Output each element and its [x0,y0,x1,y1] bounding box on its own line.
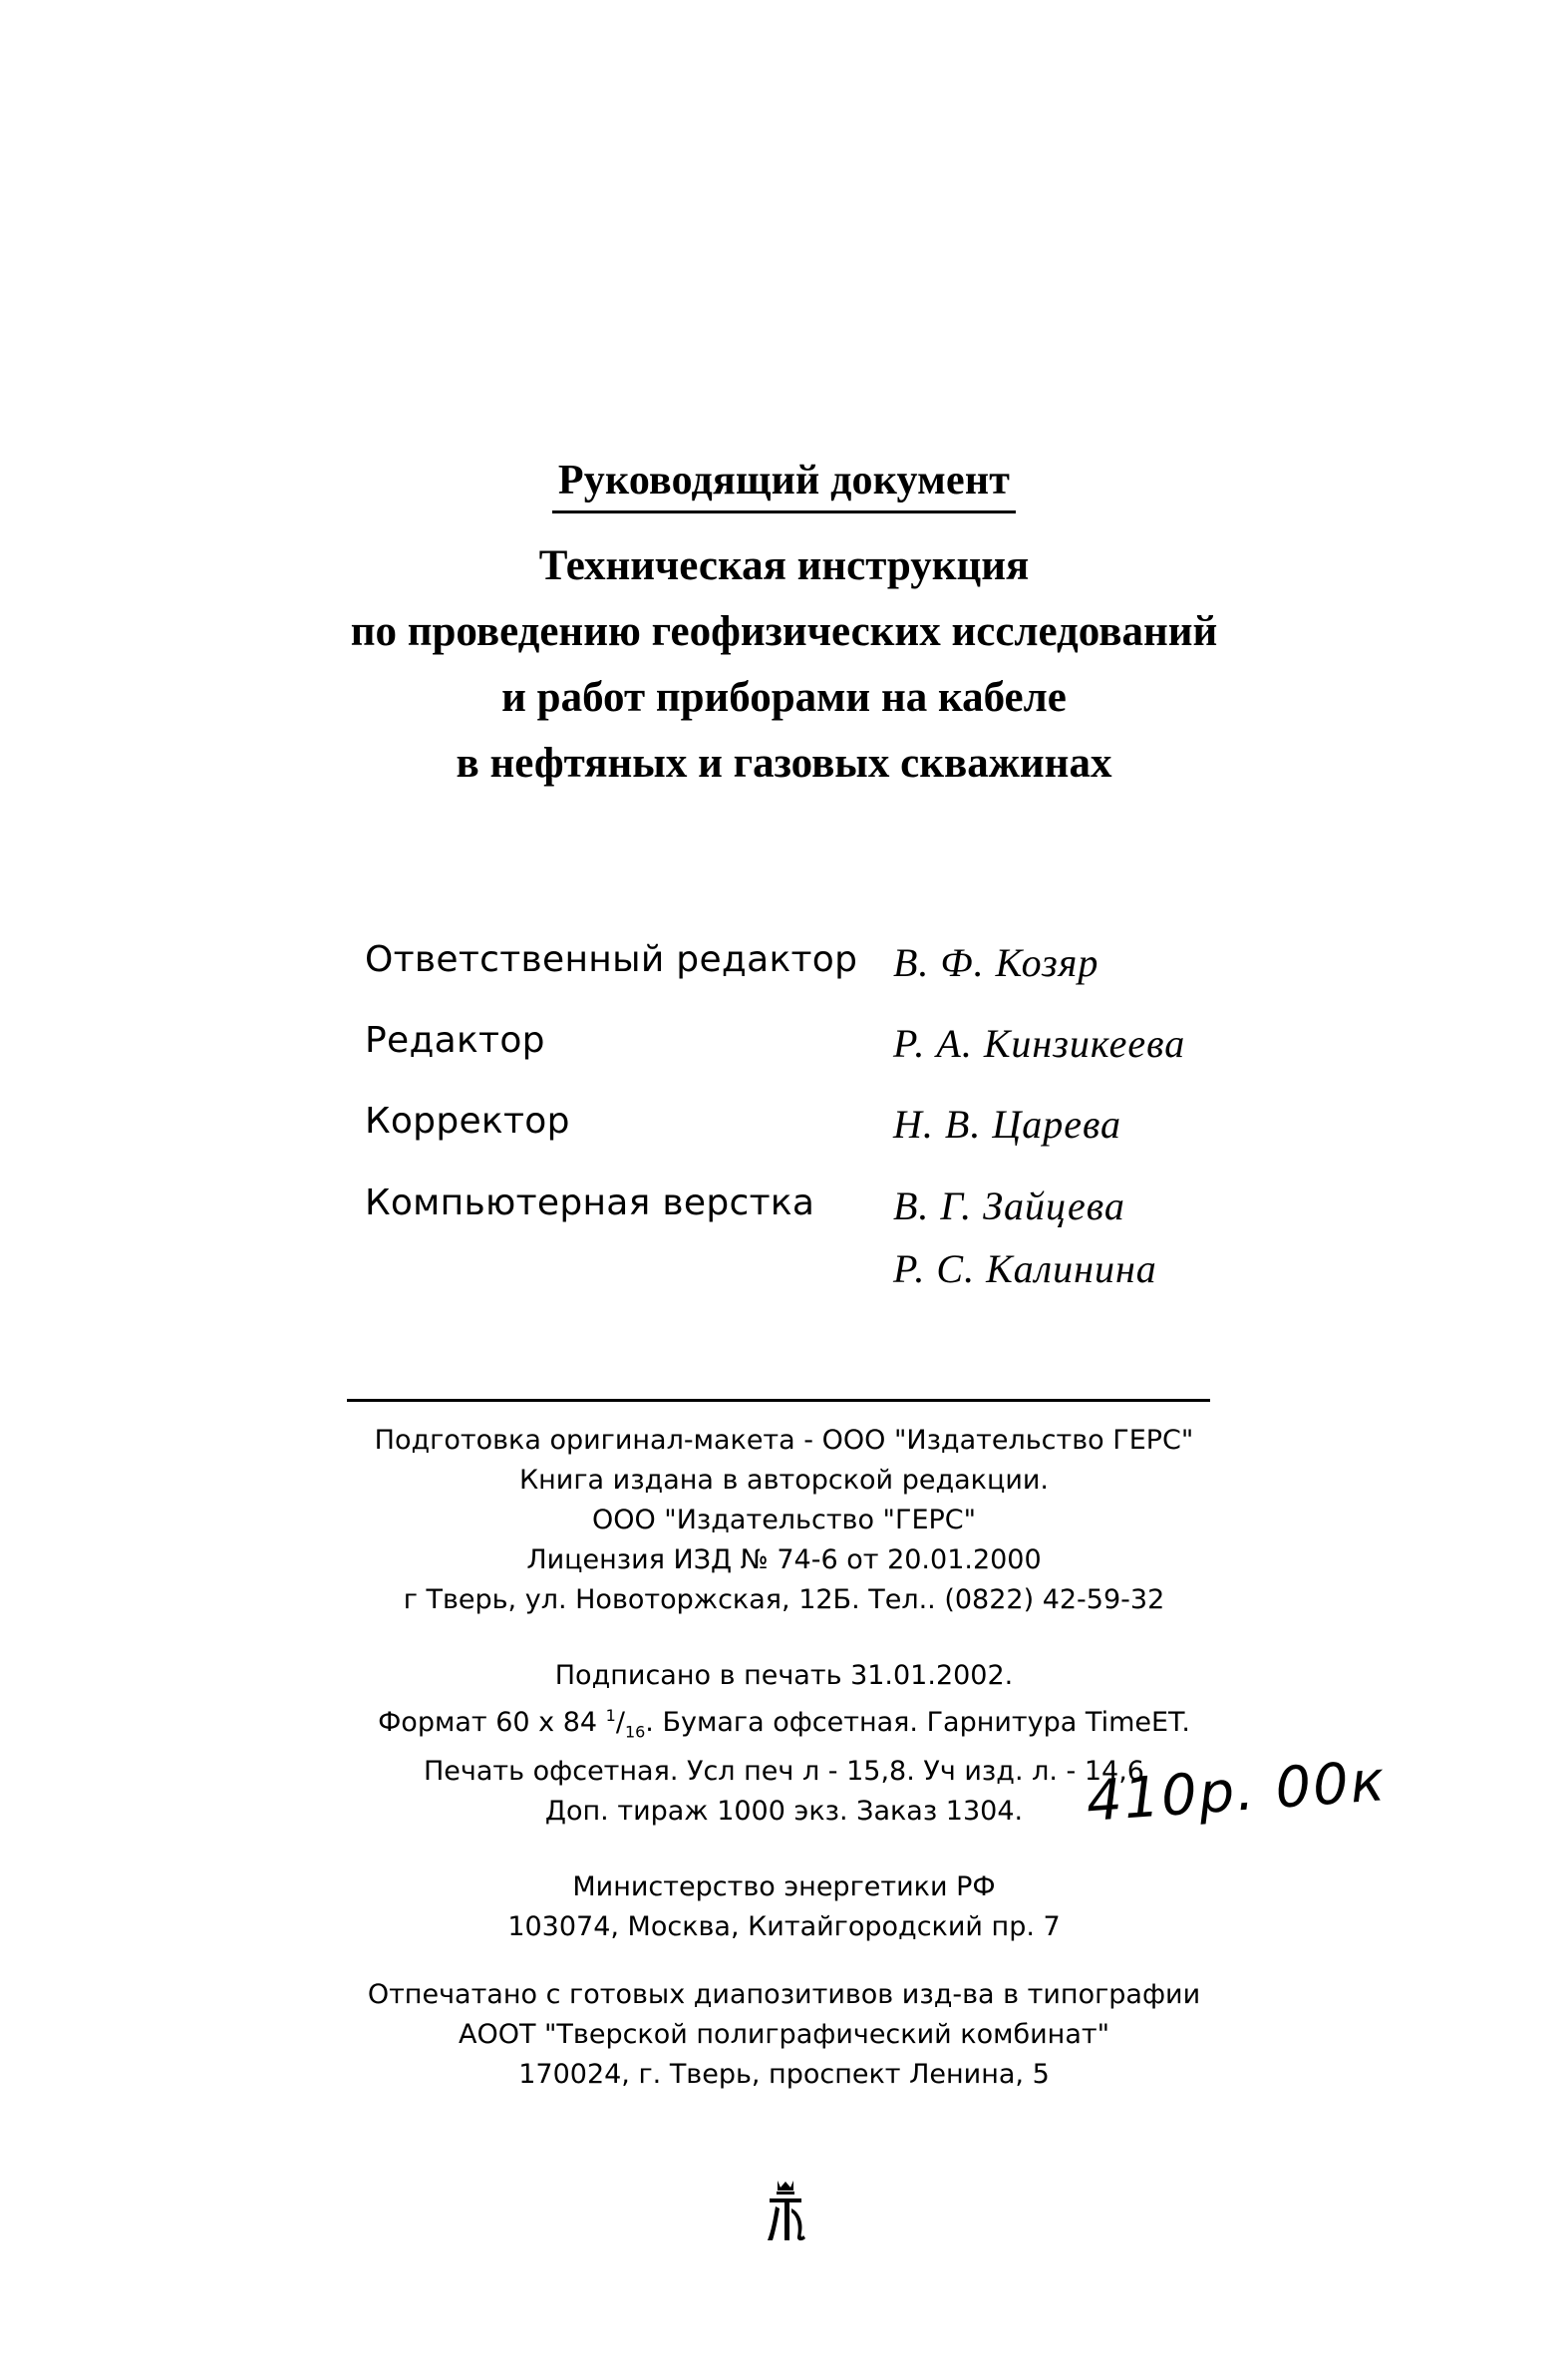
credit-row-corrector [365,1101,1362,1161]
imprint-printer: АООТ "Тверской полиграфический комбинат" [458,2019,1110,2051]
title-line: Техническая инструкция [538,542,1030,589]
imprint-printed-from: Отпечатано с готовых диапозитивов изд-ва в типографии [367,1979,1201,2011]
separator-line [347,1399,1210,1402]
handwritten-price-note: 410р. 00к [1084,1749,1389,1835]
format-prefix: Формат 60 х 84 [378,1707,606,1738]
credit-row-responsible-editor [365,939,1362,999]
title-line: по проведению геофизических исследований [350,608,1218,655]
credit-name: Р. С. Калинина [893,1246,1157,1291]
format-fraction-numerator: 1 [605,1706,616,1725]
credit-row-editor [365,1020,1362,1080]
imprint-publisher: ООО "Издательство "ГЕРС" [591,1505,977,1535]
document-title [0,533,1568,797]
credit-row-layout [365,1182,1362,1242]
imprint-license: Лицензия ИЗД № 74-6 от 20.01.2000 [526,1544,1042,1575]
credit-name: Р. А. Кинзикеева [893,1021,1186,1066]
imprint-format: Формат 60 х 84 $^1/_{16}$. Бумага офсетная. Гарнитура TimeET. [378,1706,1190,1742]
credit-row-layout-second [365,1245,1362,1305]
imprint-ministry-address: 103074, Москва, Китайгородский пр. 7 [507,1911,1061,1943]
imprint-signed: Подписано в печать 31.01.2002. [554,1660,1014,1691]
imprint-edition: Книга издана в авторской редакции. [518,1465,1050,1496]
credit-role: Компьютерная верстка [365,1182,815,1223]
title-line: и работ приборами на кабеле [501,674,1067,721]
credit-name: В. Ф. Козяр [893,940,1099,985]
credit-name: Н. В. Царева [893,1102,1122,1147]
tver-printing-logo-icon [764,2179,807,2248]
document-type: Руководящий документ [552,457,1016,513]
imprint-ministry: Министерство энергетики РФ [572,1871,996,1903]
credit-role: Ответственный редактор [365,939,858,980]
format-fraction-denominator: 16 [624,1722,646,1742]
format-suffix: . Бумага офсетная. Гарнитура TimeET. [645,1707,1190,1738]
document-type-heading [0,457,1568,513]
credit-name: В. Г. Зайцева [893,1183,1125,1228]
imprint-run: Доп. тираж 1000 экз. Заказ 1304. [544,1796,1024,1828]
title-line: в нефтяных и газовых скважинах [456,740,1112,787]
credit-role: Корректор [365,1101,570,1142]
imprint-print: Печать офсетная. Усл печ л - 15,8. Уч изд. л. - 14,6 [423,1756,1144,1788]
imprint-printer-address: 170024, г. Тверь, проспект Ленина, 5 [518,2059,1050,2091]
imprint-address: г Тверь, ул. Новоторжская, 12Б. Тел.. (0822) 42-59-32 [403,1584,1165,1615]
credit-role: Редактор [365,1020,545,1061]
imprint-prep: Подготовка оригинал-макета - ООО "Издательство ГЕРС" [374,1425,1194,1456]
